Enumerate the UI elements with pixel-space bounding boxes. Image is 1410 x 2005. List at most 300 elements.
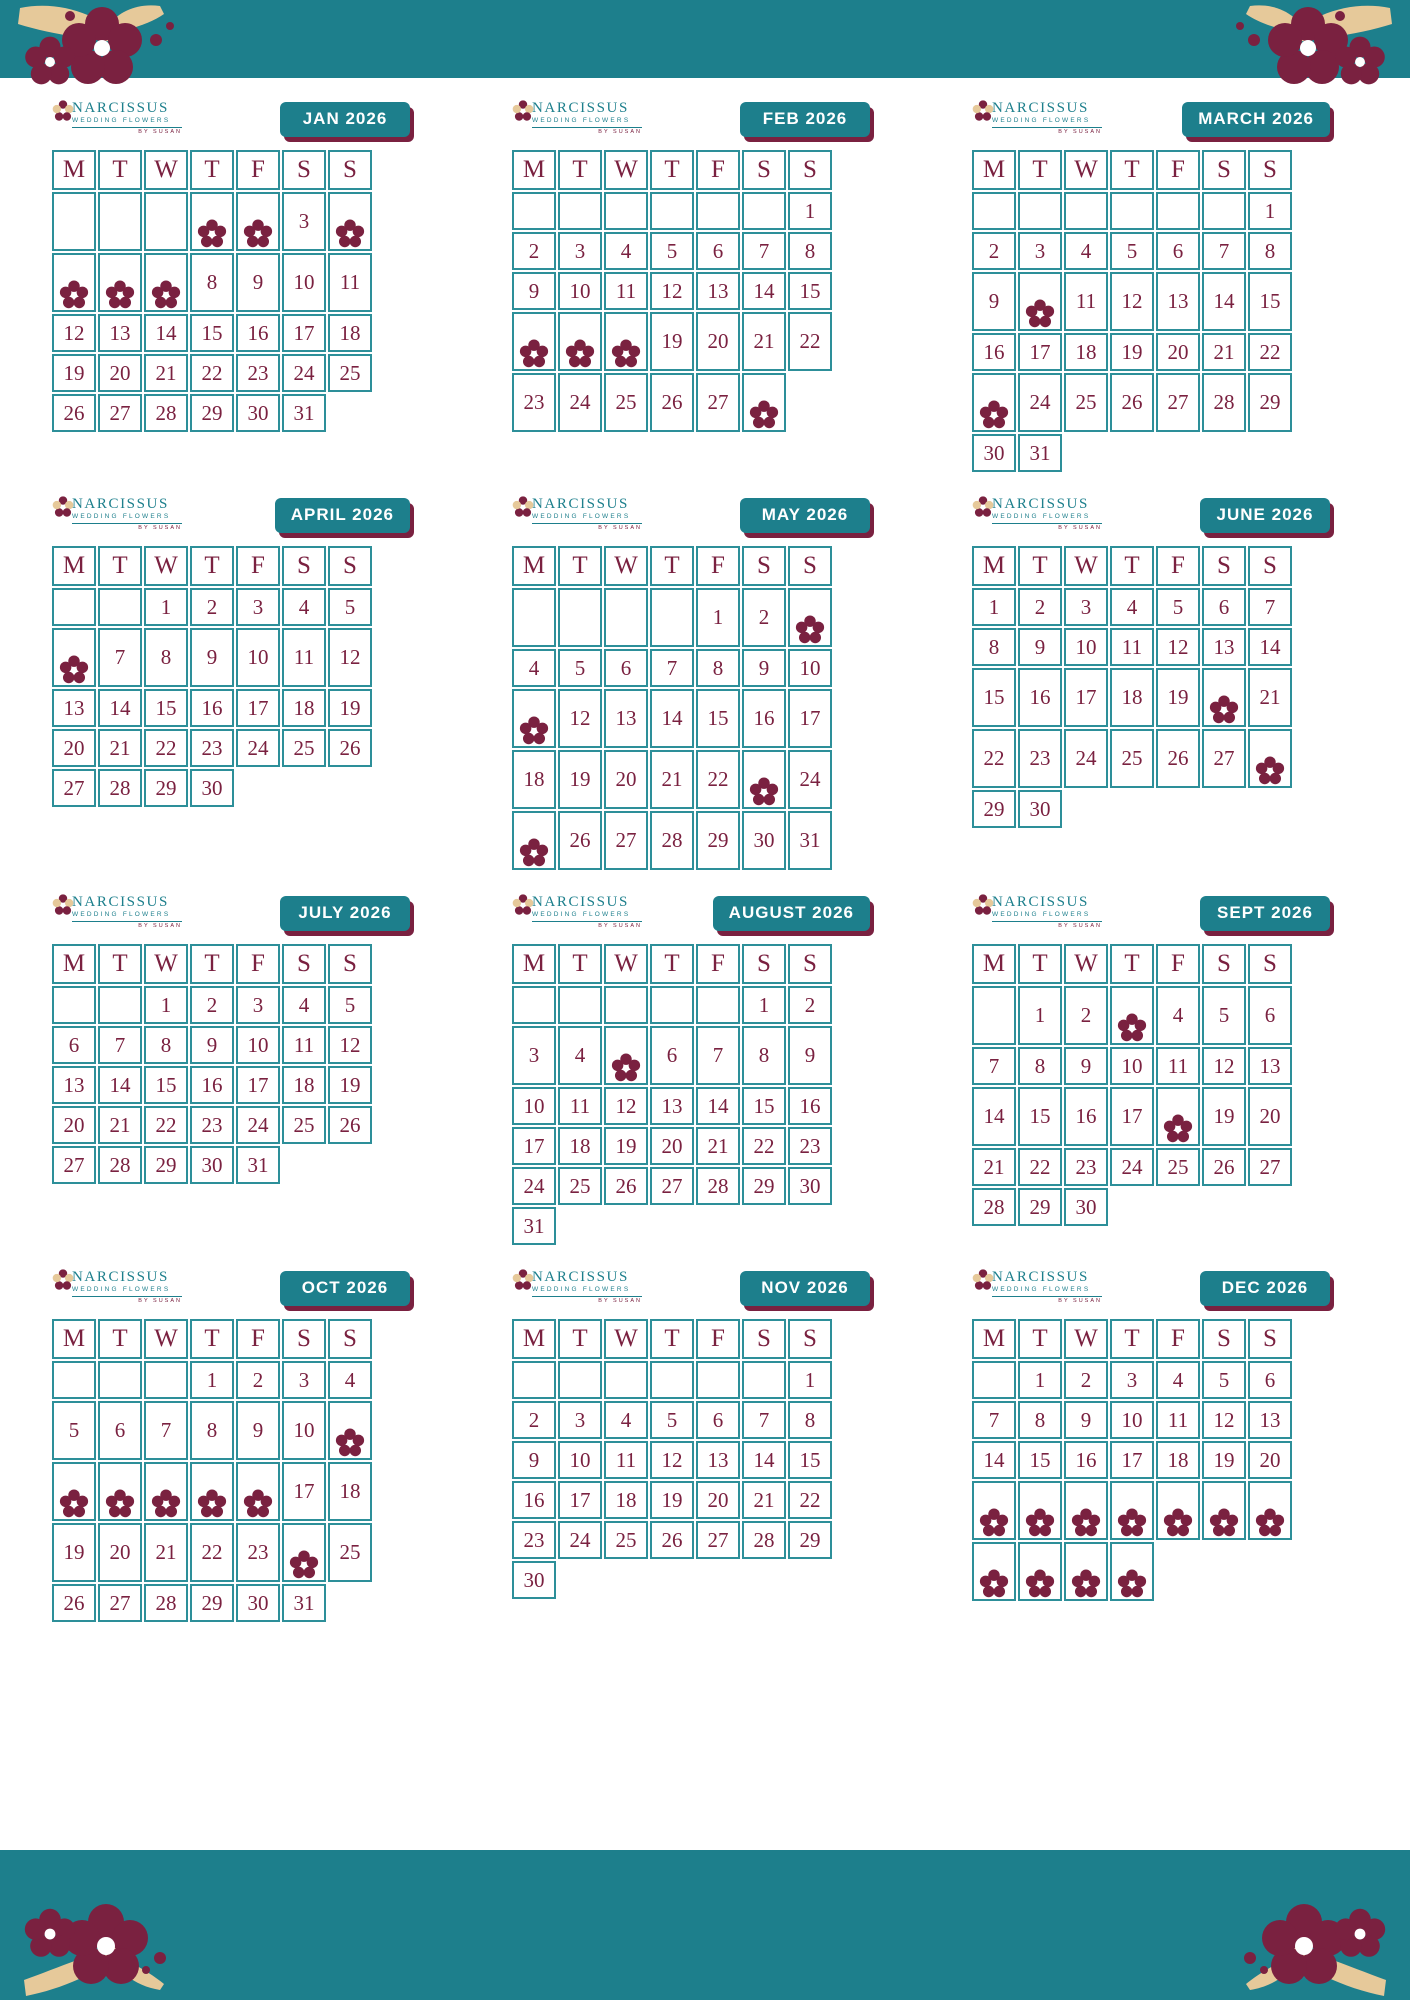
calendar-day-booked[interactable]: [190, 1462, 234, 1521]
calendar-day[interactable]: 30: [1064, 1188, 1108, 1226]
calendar-day[interactable]: 14: [1248, 628, 1292, 666]
calendar-day[interactable]: 25: [1064, 373, 1108, 432]
calendar-day[interactable]: 11: [1156, 1401, 1200, 1439]
calendar-day[interactable]: 24: [1018, 373, 1062, 432]
calendar-day[interactable]: 1: [1018, 986, 1062, 1045]
calendar-day[interactable]: 5: [1202, 1361, 1246, 1399]
calendar-day[interactable]: 1: [788, 192, 832, 230]
calendar-day-booked[interactable]: [236, 1462, 280, 1521]
calendar-day-booked[interactable]: [1110, 986, 1154, 1045]
calendar-day[interactable]: 1: [190, 1361, 234, 1399]
calendar-day[interactable]: 23: [512, 1521, 556, 1559]
calendar-day[interactable]: 22: [788, 312, 832, 371]
calendar-day[interactable]: 8: [144, 628, 188, 687]
calendar-day[interactable]: 13: [696, 272, 740, 310]
calendar-day[interactable]: 5: [1202, 986, 1246, 1045]
calendar-day[interactable]: 7: [742, 232, 786, 270]
calendar-day[interactable]: 8: [788, 232, 832, 270]
calendar-day[interactable]: 18: [282, 1066, 326, 1104]
calendar-day-booked[interactable]: [1110, 1481, 1154, 1540]
calendar-day[interactable]: 4: [512, 649, 556, 687]
calendar-day[interactable]: 8: [144, 1026, 188, 1064]
calendar-day-booked[interactable]: [604, 1026, 648, 1085]
calendar-day[interactable]: 7: [1248, 588, 1292, 626]
calendar-day[interactable]: 19: [1202, 1441, 1246, 1479]
calendar-day-booked[interactable]: [1156, 1087, 1200, 1146]
calendar-day[interactable]: 20: [604, 750, 648, 809]
calendar-day[interactable]: 8: [1248, 232, 1292, 270]
calendar-day[interactable]: 29: [144, 769, 188, 807]
calendar-day[interactable]: 20: [696, 312, 740, 371]
calendar-day[interactable]: 25: [282, 729, 326, 767]
calendar-day[interactable]: 29: [1248, 373, 1292, 432]
calendar-day[interactable]: 24: [282, 354, 326, 392]
calendar-day[interactable]: 4: [1156, 1361, 1200, 1399]
calendar-day[interactable]: 21: [98, 1106, 142, 1144]
calendar-day[interactable]: 14: [742, 1441, 786, 1479]
calendar-day[interactable]: 16: [1064, 1441, 1108, 1479]
calendar-day-booked[interactable]: [1018, 1542, 1062, 1601]
calendar-day[interactable]: 3: [558, 1401, 602, 1439]
calendar-day[interactable]: 14: [144, 314, 188, 352]
calendar-day[interactable]: 17: [1018, 333, 1062, 371]
calendar-day[interactable]: 16: [1064, 1087, 1108, 1146]
calendar-day[interactable]: 25: [558, 1167, 602, 1205]
calendar-day[interactable]: 21: [972, 1148, 1016, 1186]
calendar-day[interactable]: 30: [788, 1167, 832, 1205]
calendar-day-booked[interactable]: [236, 192, 280, 251]
calendar-day[interactable]: 27: [1156, 373, 1200, 432]
calendar-day[interactable]: 11: [282, 628, 326, 687]
calendar-day[interactable]: 9: [1064, 1047, 1108, 1085]
calendar-day[interactable]: 10: [1110, 1401, 1154, 1439]
calendar-day[interactable]: 16: [190, 1066, 234, 1104]
calendar-day[interactable]: 5: [1156, 588, 1200, 626]
calendar-day[interactable]: 28: [98, 1146, 142, 1184]
calendar-day[interactable]: 4: [558, 1026, 602, 1085]
calendar-day[interactable]: 9: [742, 649, 786, 687]
calendar-day[interactable]: 15: [788, 272, 832, 310]
calendar-day[interactable]: 31: [282, 1584, 326, 1622]
calendar-day[interactable]: 26: [1110, 373, 1154, 432]
calendar-day[interactable]: 4: [282, 986, 326, 1024]
calendar-day[interactable]: 2: [788, 986, 832, 1024]
calendar-day[interactable]: 21: [144, 354, 188, 392]
calendar-day-booked[interactable]: [190, 192, 234, 251]
calendar-day[interactable]: 5: [328, 986, 372, 1024]
calendar-day[interactable]: 8: [190, 1401, 234, 1460]
calendar-day[interactable]: 27: [696, 1521, 740, 1559]
calendar-day[interactable]: 23: [190, 729, 234, 767]
calendar-day[interactable]: 1: [144, 588, 188, 626]
calendar-day[interactable]: 1: [742, 986, 786, 1024]
calendar-day[interactable]: 12: [558, 689, 602, 748]
calendar-day[interactable]: 22: [144, 729, 188, 767]
calendar-day[interactable]: 22: [742, 1127, 786, 1165]
calendar-day[interactable]: 11: [604, 1441, 648, 1479]
calendar-day[interactable]: 3: [1018, 232, 1062, 270]
calendar-day[interactable]: 21: [1202, 333, 1246, 371]
calendar-day[interactable]: 15: [1248, 272, 1292, 331]
calendar-day[interactable]: 10: [788, 649, 832, 687]
calendar-day-booked[interactable]: [282, 1523, 326, 1582]
calendar-day[interactable]: 26: [1156, 729, 1200, 788]
calendar-day[interactable]: 18: [604, 1481, 648, 1519]
calendar-day-booked[interactable]: [972, 1481, 1016, 1540]
calendar-day[interactable]: 11: [282, 1026, 326, 1064]
calendar-day[interactable]: 10: [282, 253, 326, 312]
calendar-day[interactable]: 8: [190, 253, 234, 312]
calendar-day[interactable]: 5: [650, 1401, 694, 1439]
calendar-day[interactable]: 9: [1018, 628, 1062, 666]
calendar-day[interactable]: 5: [650, 232, 694, 270]
calendar-day[interactable]: 20: [98, 354, 142, 392]
calendar-day[interactable]: 9: [972, 272, 1016, 331]
calendar-day[interactable]: 16: [742, 689, 786, 748]
calendar-day[interactable]: 22: [972, 729, 1016, 788]
calendar-day[interactable]: 9: [190, 628, 234, 687]
calendar-day[interactable]: 9: [236, 1401, 280, 1460]
calendar-day[interactable]: 21: [144, 1523, 188, 1582]
calendar-day-booked[interactable]: [52, 628, 96, 687]
calendar-day[interactable]: 14: [98, 1066, 142, 1104]
calendar-day[interactable]: 28: [98, 769, 142, 807]
calendar-day[interactable]: 21: [650, 750, 694, 809]
calendar-day[interactable]: 15: [1018, 1441, 1062, 1479]
calendar-day[interactable]: 9: [190, 1026, 234, 1064]
calendar-day[interactable]: 26: [52, 1584, 96, 1622]
calendar-day[interactable]: 10: [1110, 1047, 1154, 1085]
calendar-day[interactable]: 22: [788, 1481, 832, 1519]
calendar-day[interactable]: 10: [282, 1401, 326, 1460]
calendar-day[interactable]: 23: [236, 354, 280, 392]
calendar-day[interactable]: 5: [1110, 232, 1154, 270]
calendar-day-booked[interactable]: [1018, 272, 1062, 331]
calendar-day[interactable]: 24: [558, 373, 602, 432]
calendar-day[interactable]: 11: [1064, 272, 1108, 331]
calendar-day[interactable]: 26: [328, 1106, 372, 1144]
calendar-day[interactable]: 2: [236, 1361, 280, 1399]
calendar-day[interactable]: 18: [1064, 333, 1108, 371]
calendar-day[interactable]: 31: [236, 1146, 280, 1184]
calendar-day[interactable]: 1: [144, 986, 188, 1024]
calendar-day[interactable]: 15: [144, 1066, 188, 1104]
calendar-day[interactable]: 5: [52, 1401, 96, 1460]
calendar-day[interactable]: 1: [1018, 1361, 1062, 1399]
calendar-day[interactable]: 19: [650, 312, 694, 371]
calendar-day[interactable]: 11: [604, 272, 648, 310]
calendar-day[interactable]: 20: [696, 1481, 740, 1519]
calendar-day[interactable]: 9: [1064, 1401, 1108, 1439]
calendar-day[interactable]: 3: [282, 1361, 326, 1399]
calendar-day[interactable]: 18: [282, 689, 326, 727]
calendar-day[interactable]: 6: [696, 1401, 740, 1439]
calendar-day[interactable]: 28: [696, 1167, 740, 1205]
calendar-day[interactable]: 11: [1156, 1047, 1200, 1085]
calendar-day[interactable]: 27: [650, 1167, 694, 1205]
calendar-day[interactable]: 7: [972, 1047, 1016, 1085]
calendar-day[interactable]: 28: [972, 1188, 1016, 1226]
calendar-day[interactable]: 19: [328, 1066, 372, 1104]
calendar-day[interactable]: 17: [1064, 668, 1108, 727]
calendar-day[interactable]: 16: [236, 314, 280, 352]
calendar-day-booked[interactable]: [144, 1462, 188, 1521]
calendar-day[interactable]: 13: [1248, 1047, 1292, 1085]
calendar-day[interactable]: 2: [972, 232, 1016, 270]
calendar-day[interactable]: 22: [696, 750, 740, 809]
calendar-day[interactable]: 18: [328, 1462, 372, 1521]
calendar-day[interactable]: 3: [236, 588, 280, 626]
calendar-day[interactable]: 30: [1018, 790, 1062, 828]
calendar-day[interactable]: 26: [650, 373, 694, 432]
calendar-day[interactable]: 1: [696, 588, 740, 647]
calendar-day[interactable]: 13: [52, 689, 96, 727]
calendar-day-booked[interactable]: [52, 253, 96, 312]
calendar-day[interactable]: 13: [650, 1087, 694, 1125]
calendar-day[interactable]: 13: [1202, 628, 1246, 666]
calendar-day[interactable]: 4: [1110, 588, 1154, 626]
calendar-day[interactable]: 15: [696, 689, 740, 748]
calendar-day[interactable]: 6: [696, 232, 740, 270]
calendar-day[interactable]: 21: [742, 1481, 786, 1519]
calendar-day[interactable]: 23: [190, 1106, 234, 1144]
calendar-day-booked[interactable]: [972, 373, 1016, 432]
calendar-day-booked[interactable]: [328, 1401, 372, 1460]
calendar-day[interactable]: 17: [512, 1127, 556, 1165]
calendar-day[interactable]: 8: [972, 628, 1016, 666]
calendar-day-booked[interactable]: [1248, 729, 1292, 788]
calendar-day[interactable]: 17: [236, 1066, 280, 1104]
calendar-day[interactable]: 30: [972, 434, 1016, 472]
calendar-day[interactable]: 25: [604, 1521, 648, 1559]
calendar-day-booked[interactable]: [98, 253, 142, 312]
calendar-day[interactable]: 12: [1156, 628, 1200, 666]
calendar-day[interactable]: 24: [236, 1106, 280, 1144]
calendar-day-booked[interactable]: [512, 312, 556, 371]
calendar-day[interactable]: 24: [788, 750, 832, 809]
calendar-day[interactable]: 20: [98, 1523, 142, 1582]
calendar-day-booked[interactable]: [1202, 668, 1246, 727]
calendar-day-booked[interactable]: [972, 1542, 1016, 1601]
calendar-day[interactable]: 11: [1110, 628, 1154, 666]
calendar-day[interactable]: 2: [190, 588, 234, 626]
calendar-day[interactable]: 6: [1156, 232, 1200, 270]
calendar-day[interactable]: 9: [512, 1441, 556, 1479]
calendar-day[interactable]: 6: [1248, 986, 1292, 1045]
calendar-day[interactable]: 2: [1018, 588, 1062, 626]
calendar-day[interactable]: 10: [236, 628, 280, 687]
calendar-day[interactable]: 24: [1110, 1148, 1154, 1186]
calendar-day[interactable]: 12: [328, 1026, 372, 1064]
calendar-day-booked[interactable]: [1064, 1542, 1108, 1601]
calendar-day[interactable]: 15: [144, 689, 188, 727]
calendar-day[interactable]: 1: [788, 1361, 832, 1399]
calendar-day[interactable]: 8: [696, 649, 740, 687]
calendar-day[interactable]: 24: [1064, 729, 1108, 788]
calendar-day[interactable]: 22: [1018, 1148, 1062, 1186]
calendar-day[interactable]: 20: [52, 729, 96, 767]
calendar-day[interactable]: 28: [144, 394, 188, 432]
calendar-day[interactable]: 27: [604, 811, 648, 870]
calendar-day[interactable]: 13: [696, 1441, 740, 1479]
calendar-day[interactable]: 22: [190, 1523, 234, 1582]
calendar-day[interactable]: 23: [1064, 1148, 1108, 1186]
calendar-day[interactable]: 9: [512, 272, 556, 310]
calendar-day[interactable]: 14: [1202, 272, 1246, 331]
calendar-day[interactable]: 8: [1018, 1047, 1062, 1085]
calendar-day-booked[interactable]: [512, 811, 556, 870]
calendar-day[interactable]: 2: [190, 986, 234, 1024]
calendar-day[interactable]: 7: [144, 1401, 188, 1460]
calendar-day[interactable]: 17: [1110, 1441, 1154, 1479]
calendar-day[interactable]: 11: [558, 1087, 602, 1125]
calendar-day[interactable]: 4: [1064, 232, 1108, 270]
calendar-day[interactable]: 26: [604, 1167, 648, 1205]
calendar-day[interactable]: 19: [1202, 1087, 1246, 1146]
calendar-day[interactable]: 3: [282, 192, 326, 251]
calendar-day[interactable]: 6: [1202, 588, 1246, 626]
calendar-day-booked[interactable]: [52, 1462, 96, 1521]
calendar-day[interactable]: 15: [190, 314, 234, 352]
calendar-day[interactable]: 23: [512, 373, 556, 432]
calendar-day[interactable]: 17: [282, 1462, 326, 1521]
calendar-day[interactable]: 6: [52, 1026, 96, 1064]
calendar-day[interactable]: 31: [1018, 434, 1062, 472]
calendar-day-booked[interactable]: [604, 312, 648, 371]
calendar-day[interactable]: 6: [650, 1026, 694, 1085]
calendar-day[interactable]: 30: [742, 811, 786, 870]
calendar-day[interactable]: 13: [98, 314, 142, 352]
calendar-day[interactable]: 29: [190, 1584, 234, 1622]
calendar-day[interactable]: 28: [1202, 373, 1246, 432]
calendar-day[interactable]: 14: [98, 689, 142, 727]
calendar-day-booked[interactable]: [1110, 1542, 1154, 1601]
calendar-day[interactable]: 12: [650, 272, 694, 310]
calendar-day[interactable]: 19: [1110, 333, 1154, 371]
calendar-day[interactable]: 25: [328, 354, 372, 392]
calendar-day[interactable]: 8: [742, 1026, 786, 1085]
calendar-day[interactable]: 21: [742, 312, 786, 371]
calendar-day[interactable]: 16: [972, 333, 1016, 371]
calendar-day[interactable]: 2: [512, 232, 556, 270]
calendar-day[interactable]: 30: [512, 1561, 556, 1599]
calendar-day[interactable]: 12: [604, 1087, 648, 1125]
calendar-day[interactable]: 3: [1110, 1361, 1154, 1399]
calendar-day[interactable]: 17: [236, 689, 280, 727]
calendar-day[interactable]: 29: [190, 394, 234, 432]
calendar-day[interactable]: 15: [788, 1441, 832, 1479]
calendar-day[interactable]: 25: [1110, 729, 1154, 788]
calendar-day[interactable]: 7: [1202, 232, 1246, 270]
calendar-day[interactable]: 4: [604, 232, 648, 270]
calendar-day[interactable]: 13: [1248, 1401, 1292, 1439]
calendar-day[interactable]: 21: [1248, 668, 1292, 727]
calendar-day[interactable]: 7: [696, 1026, 740, 1085]
calendar-day[interactable]: 24: [512, 1167, 556, 1205]
calendar-day[interactable]: 21: [98, 729, 142, 767]
calendar-day[interactable]: 29: [742, 1167, 786, 1205]
calendar-day[interactable]: 28: [650, 811, 694, 870]
calendar-day[interactable]: 10: [236, 1026, 280, 1064]
calendar-day[interactable]: 3: [512, 1026, 556, 1085]
calendar-day[interactable]: 22: [144, 1106, 188, 1144]
calendar-day-booked[interactable]: [1018, 1481, 1062, 1540]
calendar-day[interactable]: 15: [972, 668, 1016, 727]
calendar-day[interactable]: 27: [696, 373, 740, 432]
calendar-day[interactable]: 20: [650, 1127, 694, 1165]
calendar-day[interactable]: 5: [558, 649, 602, 687]
calendar-day[interactable]: 31: [512, 1207, 556, 1245]
calendar-day[interactable]: 1: [1248, 192, 1292, 230]
calendar-day[interactable]: 16: [788, 1087, 832, 1125]
calendar-day[interactable]: 13: [604, 689, 648, 748]
calendar-day[interactable]: 7: [742, 1401, 786, 1439]
calendar-day[interactable]: 24: [236, 729, 280, 767]
calendar-day[interactable]: 19: [604, 1127, 648, 1165]
calendar-day[interactable]: 16: [1018, 668, 1062, 727]
calendar-day-booked[interactable]: [1202, 1481, 1246, 1540]
calendar-day-booked[interactable]: [1064, 1481, 1108, 1540]
calendar-day[interactable]: 22: [1248, 333, 1292, 371]
calendar-day[interactable]: 18: [512, 750, 556, 809]
calendar-day[interactable]: 14: [972, 1087, 1016, 1146]
calendar-day[interactable]: 8: [788, 1401, 832, 1439]
calendar-day[interactable]: 27: [98, 394, 142, 432]
calendar-day[interactable]: 30: [190, 1146, 234, 1184]
calendar-day[interactable]: 29: [1018, 1188, 1062, 1226]
calendar-day[interactable]: 3: [1064, 588, 1108, 626]
calendar-day[interactable]: 29: [788, 1521, 832, 1559]
calendar-day[interactable]: 27: [1248, 1148, 1292, 1186]
calendar-day[interactable]: 12: [1110, 272, 1154, 331]
calendar-day[interactable]: 25: [328, 1523, 372, 1582]
calendar-day[interactable]: 18: [1110, 668, 1154, 727]
calendar-day[interactable]: 28: [144, 1584, 188, 1622]
calendar-day[interactable]: 19: [52, 1523, 96, 1582]
calendar-day[interactable]: 20: [1248, 1087, 1292, 1146]
calendar-day[interactable]: 27: [98, 1584, 142, 1622]
calendar-day[interactable]: 19: [328, 689, 372, 727]
calendar-day[interactable]: 4: [328, 1361, 372, 1399]
calendar-day[interactable]: 18: [1156, 1441, 1200, 1479]
calendar-day[interactable]: 29: [696, 811, 740, 870]
calendar-day[interactable]: 29: [972, 790, 1016, 828]
calendar-day[interactable]: 19: [558, 750, 602, 809]
calendar-day[interactable]: 18: [328, 314, 372, 352]
calendar-day-booked[interactable]: [558, 312, 602, 371]
calendar-day[interactable]: 22: [190, 354, 234, 392]
calendar-day[interactable]: 12: [1202, 1047, 1246, 1085]
calendar-day[interactable]: 27: [52, 769, 96, 807]
calendar-day[interactable]: 26: [1202, 1148, 1246, 1186]
calendar-day[interactable]: 8: [1018, 1401, 1062, 1439]
calendar-day[interactable]: 17: [282, 314, 326, 352]
calendar-day[interactable]: 26: [52, 394, 96, 432]
calendar-day[interactable]: 2: [1064, 986, 1108, 1045]
calendar-day[interactable]: 6: [1248, 1361, 1292, 1399]
calendar-day[interactable]: 14: [742, 272, 786, 310]
calendar-day[interactable]: 19: [52, 354, 96, 392]
calendar-day[interactable]: 10: [558, 1441, 602, 1479]
calendar-day[interactable]: 23: [1018, 729, 1062, 788]
calendar-day[interactable]: 2: [512, 1401, 556, 1439]
calendar-day-booked[interactable]: [742, 750, 786, 809]
calendar-day[interactable]: 12: [52, 314, 96, 352]
calendar-day-booked[interactable]: [98, 1462, 142, 1521]
calendar-day-booked[interactable]: [788, 588, 832, 647]
calendar-day[interactable]: 3: [558, 232, 602, 270]
calendar-day[interactable]: 30: [236, 1584, 280, 1622]
